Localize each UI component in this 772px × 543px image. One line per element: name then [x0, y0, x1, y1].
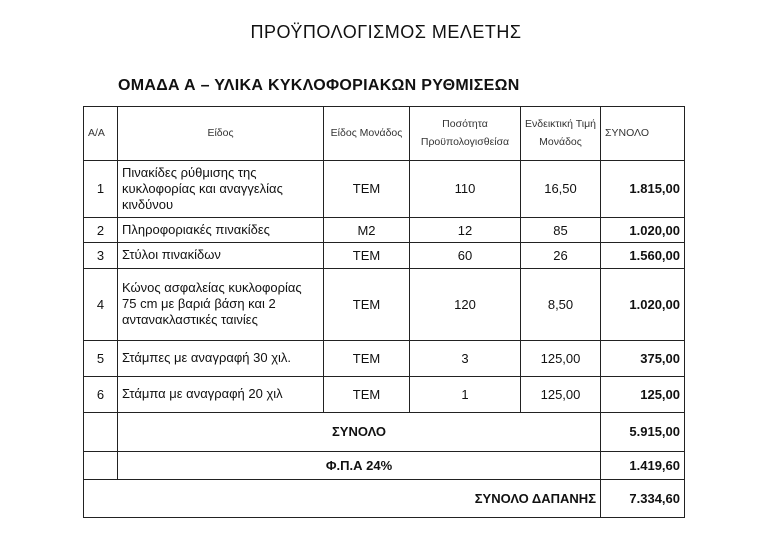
- row-total: 1.020,00: [601, 218, 685, 243]
- row-quantity: 3: [410, 340, 521, 376]
- row-aa: 3: [84, 242, 118, 268]
- subtotal-value: 5.915,00: [601, 412, 685, 451]
- row-unit: ΤΕΜ: [324, 160, 410, 218]
- grand-total-label: ΣΥΝΟΛΟ ΔΑΠΑΝΗΣ: [84, 479, 601, 517]
- table-row: [84, 376, 685, 412]
- row-total: 375,00: [601, 340, 685, 376]
- row-total: 125,00: [601, 376, 685, 412]
- subtotal-spacer: [84, 412, 118, 451]
- row-total: 1.815,00: [601, 160, 685, 218]
- row-description: Πληροφοριακές πινακίδες: [118, 218, 324, 243]
- row-unit-price: 85: [521, 218, 601, 243]
- row-unit: ΤΕΜ: [324, 376, 410, 412]
- row-unit-price: 8,50: [521, 268, 601, 340]
- grand-total-value: 7.334,60: [601, 479, 685, 517]
- vat-row: [84, 452, 685, 480]
- table-row: [84, 160, 685, 218]
- row-unit-price: 125,00: [521, 340, 601, 376]
- vat-label: Φ.Π.Α 24%: [118, 452, 601, 480]
- row-unit: ΤΕΜ: [324, 340, 410, 376]
- header-row: [84, 107, 685, 161]
- row-unit: Μ2: [324, 218, 410, 243]
- section-subtitle: ΟΜΑΔΑ Α – ΥΛΙΚΑ ΚΥΚΛΟΦΟΡΙΑΚΩΝ ΡΥΘΜΙΣΕΩΝ: [118, 77, 520, 94]
- row-unit-price: 16,50: [521, 160, 601, 218]
- row-description: Κώνος ασφαλείας κυκλοφορίας 75 cm με βαριά βάση και 2 αντανακλαστικές ταινίες: [118, 268, 324, 340]
- row-unit-price: 125,00: [521, 376, 601, 412]
- vat-spacer: [84, 452, 118, 480]
- grand-total-row: [84, 479, 685, 517]
- row-description: Στάμπες με αναγραφή 30 χιλ.: [118, 340, 324, 376]
- row-unit-price: 26: [521, 242, 601, 268]
- row-description: Πινακίδες ρύθμισης της κυκλοφορίας και αναγγελίας κινδύνου: [118, 160, 324, 218]
- row-description: Στάμπα με αναγραφή 20 χιλ: [118, 376, 324, 412]
- subtotal-row: [84, 412, 685, 451]
- table-row: [84, 242, 685, 268]
- row-quantity: 60: [410, 242, 521, 268]
- row-unit: ΤΕΜ: [324, 242, 410, 268]
- vat-value: 1.419,60: [601, 452, 685, 480]
- row-aa: 4: [84, 268, 118, 340]
- row-quantity: 120: [410, 268, 521, 340]
- header-qty: Ποσότητα Προϋπολογισθείσα: [410, 107, 521, 161]
- table-row: [84, 268, 685, 340]
- header-unit: Είδος Μονάδος: [324, 107, 410, 161]
- table-row: [84, 340, 685, 376]
- document-title: ΠΡΟΫΠΟΛΟΓΙΣΜΟΣ ΜΕΛΕΤΗΣ: [250, 22, 522, 42]
- row-quantity: 1: [410, 376, 521, 412]
- row-quantity: 110: [410, 160, 521, 218]
- budget-table: [83, 106, 685, 518]
- header-type: Είδος: [118, 107, 324, 161]
- row-unit: ΤΕΜ: [324, 268, 410, 340]
- row-description: Στύλοι πινακίδων: [118, 242, 324, 268]
- row-total: 1.560,00: [601, 242, 685, 268]
- row-quantity: 12: [410, 218, 521, 243]
- row-aa: 1: [84, 160, 118, 218]
- header-total: ΣΥΝΟΛΟ: [601, 107, 685, 161]
- header-price: Ενδεικτική Τιμή Μονάδος: [521, 107, 601, 161]
- subtotal-label: ΣΥΝΟΛΟ: [118, 412, 601, 451]
- row-aa: 2: [84, 218, 118, 243]
- table-row: [84, 218, 685, 243]
- row-total: 1.020,00: [601, 268, 685, 340]
- header-aa: Α/Α: [84, 107, 118, 161]
- row-aa: 5: [84, 340, 118, 376]
- row-aa: 6: [84, 376, 118, 412]
